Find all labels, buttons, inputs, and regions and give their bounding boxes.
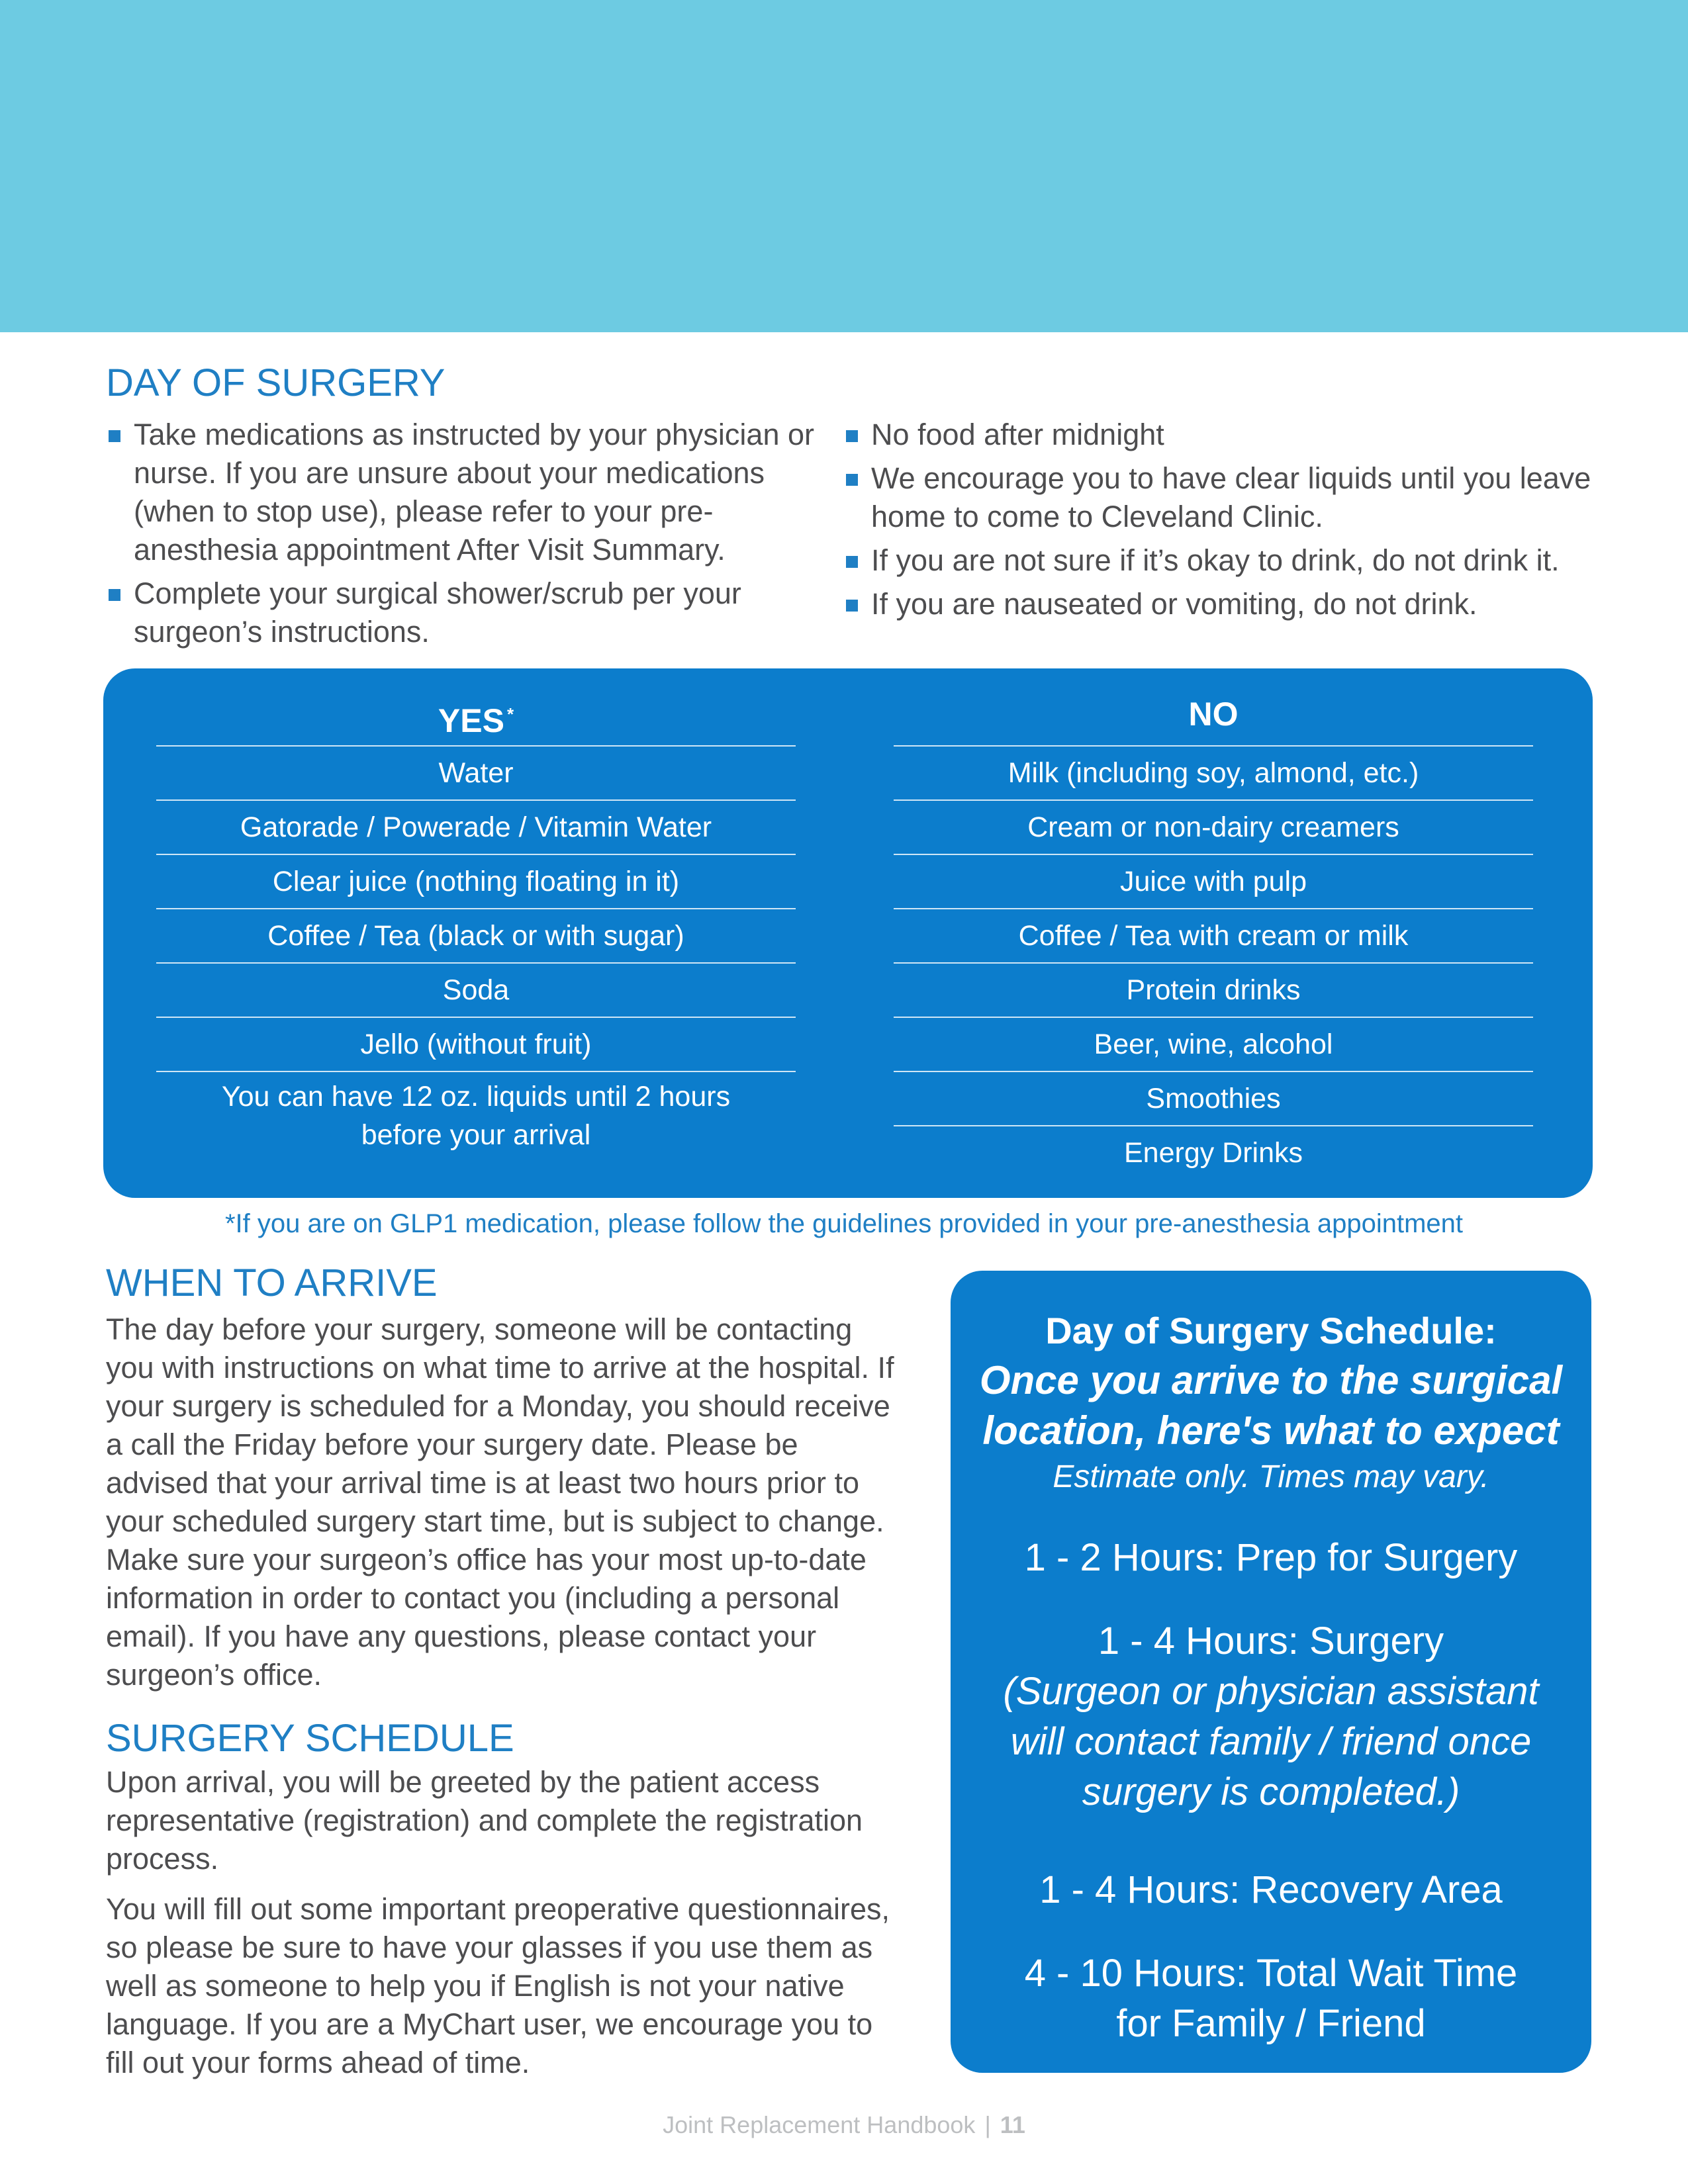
table-row: You can have 12 oz. liquids until 2 hours before your arrival: [221, 1081, 731, 1151]
table-row: Coffee / Tea with cream or milk: [894, 909, 1533, 964]
table-row: Juice with pulp: [894, 855, 1533, 909]
table-row: Beer, wine, alcohol: [894, 1018, 1533, 1072]
when-to-arrive-body: The day before your surgery, someone will be contacting you with instructions on what time to arrive at the hospital. If your surgery is scheduled for a Monday, you should receive a call the Friday before your surgery date. Please be advised that your arrival time is at least two hours prior to your scheduled surgery start time, but is subject to change. Make sure your surgeon’s office has your most up-to-date information in order to contact you (including a personal email). If you have any questions, please contact your surgeon’s office.: [106, 1312, 894, 1692]
bullet-square-icon: [846, 556, 858, 568]
schedule-item: 1 - 4 Hours: Surgery (Surgeon or physician assistant will contact family / friend once surgery is completed.): [970, 1616, 1571, 1817]
day-of-surgery-right-list: [843, 416, 1611, 629]
schedule-box-title: Day of Surgery Schedule:: [1045, 1310, 1497, 1351]
list-item: If you are not sure if it’s okay to drink, do not drink it.: [843, 541, 1611, 580]
when-to-arrive-heading: WHEN TO ARRIVE: [106, 1261, 438, 1304]
bullet-square-icon: [109, 589, 120, 601]
yes-no-drinks-table: [103, 668, 1593, 1198]
schedule-item-detail: (Surgeon or physician assistant will contact family / friend once surgery is completed.): [1003, 1670, 1539, 1813]
table-row: Gatorade / Powerade / Vitamin Water: [156, 801, 796, 855]
table-row: Water: [156, 747, 796, 801]
schedule-box-subtitle: Once you arrive to the surgical location, here's what to expect: [979, 1358, 1563, 1453]
top-banner: [0, 0, 1688, 332]
table-row: Energy Drinks: [1123, 1137, 1303, 1169]
surgery-schedule-para-2: You will fill out some important preoperative questionnaires, so please be sure to have your glasses if you use them as well as someone to help you if English is not your native language. If you are a MyChart user, we encourage you to fill out your forms ahead of time.: [106, 1892, 890, 2079]
footnote-marker: *: [506, 704, 514, 724]
surgery-schedule-heading: SURGERY SCHEDULE: [106, 1717, 514, 1760]
list-item: No food after midnight: [843, 416, 1611, 454]
page-footer: [0, 2111, 1688, 2139]
footer-title: Joint Replacement Handbook: [663, 2111, 976, 2138]
table-row: Smoothies: [894, 1072, 1533, 1126]
table-row: Clear juice (nothing floating in it): [156, 855, 796, 909]
list-item: Take medications as instructed by your physician or nurse. If you are unsure about your medications (when to stop use), please refer to your pre-anesthesia appointment After Visit Summary.: [106, 416, 821, 569]
day-of-surgery-schedule-box: [951, 1271, 1591, 2073]
schedule-item: 1 - 2 Hours: Prep for Surgery: [1024, 1536, 1518, 1579]
table-row: Jello (without fruit): [156, 1018, 796, 1072]
list-item: If you are nauseated or vomiting, do not drink.: [843, 585, 1611, 623]
page-number: 11: [1000, 2111, 1025, 2138]
bullet-square-icon: [109, 430, 120, 442]
day-of-surgery-left-list: [106, 416, 821, 657]
table-row: Cream or non-dairy creamers: [894, 801, 1533, 855]
no-column: [894, 668, 1533, 1179]
bullet-square-icon: [846, 600, 858, 612]
table-row: Soda: [156, 964, 796, 1018]
yes-header: YES *: [156, 668, 796, 747]
schedule-item: 1 - 4 Hours: Recovery Area: [1039, 1868, 1503, 1911]
table-row: Protein drinks: [894, 964, 1533, 1018]
no-header: NO: [894, 668, 1533, 747]
table-row: Coffee / Tea (black or with sugar): [156, 909, 796, 964]
list-item: We encourage you to have clear liquids until you leave home to come to Cleveland Clinic.: [843, 459, 1611, 536]
schedule-box-note: Estimate only. Times may vary.: [1053, 1459, 1489, 1494]
glp1-footnote: *If you are on GLP1 medication, please follow the guidelines provided in your pre-anesthesia appointment: [224, 1209, 1464, 1238]
schedule-item: 4 - 10 Hours: Total Wait Time for Family / Friend: [1024, 1952, 1518, 2045]
yes-column: [156, 668, 796, 1158]
table-row: Milk (including soy, almond, etc.): [894, 747, 1533, 801]
surgery-schedule-para-1: Upon arrival, you will be greeted by the patient access representative (registration) and complete the registration process.: [106, 1765, 863, 1876]
bullet-square-icon: [846, 430, 858, 442]
list-item: Complete your surgical shower/scrub per your surgeon’s instructions.: [106, 574, 821, 651]
bullet-square-icon: [846, 474, 858, 486]
day-of-surgery-heading: DAY OF SURGERY: [106, 361, 445, 404]
footer-separator: |: [984, 2111, 991, 2138]
